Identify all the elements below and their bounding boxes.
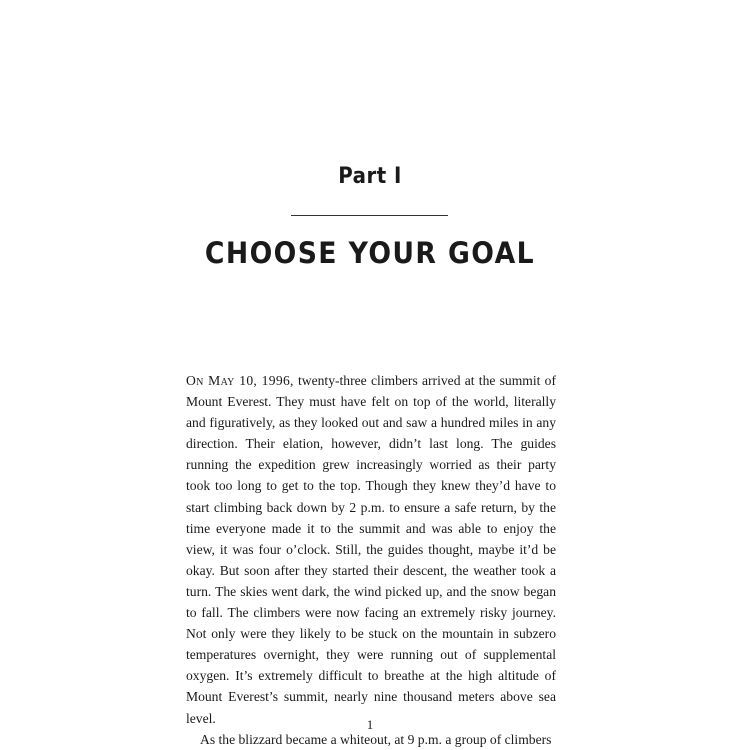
title-divider (291, 215, 448, 216)
paragraph-1 (186, 370, 556, 729)
part-label: Part I (338, 164, 402, 189)
page-number: 1 (366, 717, 374, 732)
opening-smallcaps: On May 10, 1996, (186, 373, 294, 388)
paragraph-2: As the blizzard became a whiteout, at 9 p.m. a group of climbers (200, 731, 552, 747)
body-text (186, 370, 556, 750)
paragraph-1-text: twenty-three climbers arrived at the summit of Mount Everest. They must have felt on top of the world, literally and figuratively, as they looked out and saw a hundred miles in any direction. Their elation, however, didn’t last long. The guides running the expedition grew increasingly worried as their party took too long to get to the top. Though they knew they’d have to start climbing back down by 2 p.m. to ensure a safe return, by the time everyone made it to the summit and was able to enjoy the view, it was four o’clock. Still, the guides thought, maybe it’d be okay. But soon after they started their descent, the weather took a turn. The skies went dark, the wind picked up, and the snow began to fall. The climbers were now facing an extremely risky journey. Not only were they likely to be stuck on the mountain in subzero temperatures overnight, they were running out of supplemental oxygen. It’s extremely difficult to breathe at the high altitude of Mount Everest’s summit, nearly nine thousand meters above sea level. (186, 373, 556, 726)
chapter-title: CHOOSE YOUR GOAL (204, 236, 536, 270)
